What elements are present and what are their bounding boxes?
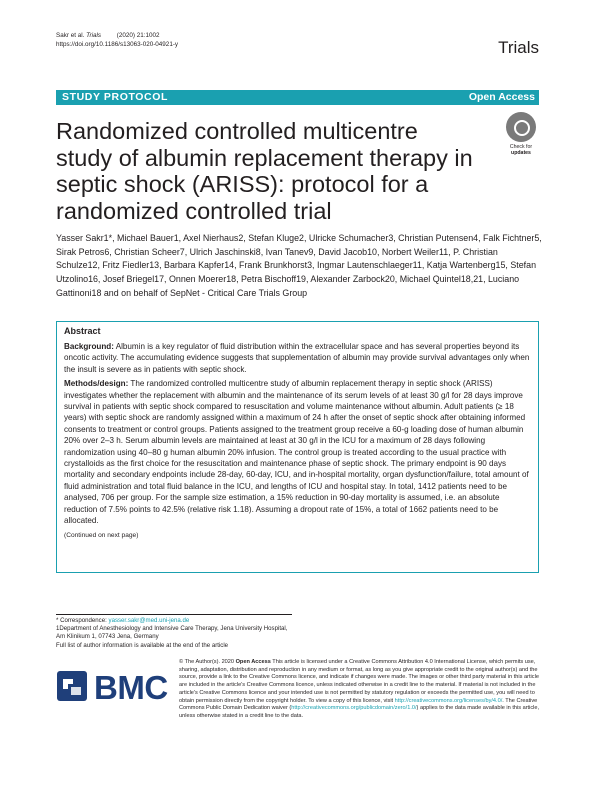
- abstract-background: [64, 341, 530, 375]
- cc-license-link[interactable]: http://creativecommons.org/licenses/by/4.0/: [394, 697, 503, 704]
- full-list-note: Full list of author information is available at the end of the article: [56, 641, 229, 649]
- continued-note: (Continued on next page): [64, 531, 139, 539]
- correspondence-email-link[interactable]: yasser.sakr@med.uni-jena.de: [108, 617, 190, 624]
- check-updates-label: Check for updates: [509, 144, 533, 156]
- author-list: Yasser Sakr1*, Michael Bauer1, Axel Nierhaus2, Stefan Kluge2, Ulricke Schumacher3, Christian Putensen4, Falk Fichtner5, Sirak Petros6, Christian Scheer7, Ulrich Jaschinski8, Ivan Tanev9, David Jacob10, Norbert Weiler11, P. Christian Schulze12, Fritz Fiedler13, Barbara Kapfer14, Frank Brunkhorst3, Ingmar Lautenschlaeger11, Katja Wartenberg15, Stefan Utzolino16, Josef Briegel17, Onnen Moerer18, Petra Bischoff19, Alexander Zarbock20, Michael Quintel18,21, Luciano Gattinoni18 and on behalf of SepNet - Critical Care Trials Group: [56, 233, 542, 298]
- open-access-bold: Open Access: [235, 659, 271, 665]
- article-type-label: STUDY PROTOCOL: [62, 91, 169, 103]
- methods-text: The randomized controlled multicentre study of albumin replacement therapy in septic shock (ARISS) investigates whether the replacement with albumin and the maintenance of its serum levels of at least 30 g/l for 28 days improve survival in patients with septic shock compared to resuscitation and volume maintenance without albumin. Adult patients (≥ 18 years) with septic shock are randomly assigned within a maximum of 24 h after the onset of septic shock after obtaining informed consents to treatment or control groups. Patients assigned to the treatment group receive a 60-g loading dose of human albumin 20% over 2–3 h. Serum albumin levels are maintained at least at 30 g/l in the ICU for a maximum of 28 days following randomization using 40–80 g human albumin 20% infusion. The control group is treated according to the usual practice with crystalloids as the first choice for the resuscitation and maintenance phase of septic shock. The primary endpoint is 90 days mortality and secondary endpoints include 28-day, 60-day, ICU, and in-hospital mortality, organ dysfunction/failure, total amount of fluid administration and total fluid balance in the ICU, and lengths of ICU and hospital stay. In total, 1412 patients need to be analysed, 706 per group. For the sample size estimation, a 15% reduction in 90-day mortality is assumed, i.e. an absolute reduction of 7.5% points to 42.5% (relative risk 1.18). Assuming a dropout rate of 15%, a total of 1662 patients need to be allocated.: [64, 379, 529, 526]
- affiliation-note: 1Department of Anesthesiology and Intensive Care Therapy, Jena University Hospital, Am Klinikum 1, 07743 Jena, Germany: [56, 625, 288, 641]
- citation-authors: Sakr et al.: [56, 32, 85, 39]
- bmc-logo: [56, 668, 176, 706]
- correspondence-line: * Correspondence: yasser.sakr@med.uni-jena.de: [56, 617, 190, 624]
- check-for-updates-badge[interactable]: [503, 112, 539, 156]
- doi-link[interactable]: https://doi.org/10.1186/s13063-020-04921-y: [56, 41, 179, 48]
- citation-line: [56, 32, 160, 40]
- bmc-wordmark: BMC: [94, 669, 168, 706]
- abstract-box: [56, 321, 539, 573]
- check-updates-icon: [506, 112, 536, 142]
- cc-zero-link[interactable]: http://creativecommons.org/publicdomain/zero/1.0/: [291, 705, 417, 712]
- article-title: Randomized controlled multicentre study of albumin replacement therapy in septic shock (ARISS): protocol for a randomized controlled trial: [56, 118, 473, 224]
- bmc-logo-icon: [56, 670, 88, 702]
- methods-label: Methods/design:: [64, 379, 129, 389]
- open-access-label: Open Access: [468, 91, 535, 103]
- background-label: Background:: [64, 342, 114, 351]
- background-text: Albumin is a key regulator of fluid distribution within the extracellular space and has several properties beyond its oncotic activity. The accumulating evidence suggests that supplementation of albumin may provide survival advantages only when the insult is severe as in patients with septic shock.: [64, 342, 530, 374]
- abstract-heading: Abstract: [64, 326, 101, 336]
- citation-journal: Trials: [86, 32, 102, 39]
- footnote-divider: [56, 614, 292, 615]
- license-text: © The Author(s). 2020 Open Access This article is licensed under a Creative Commons Attribution 4.0 International License, which permits use, sharing, adaptation, distribution and reproduction in any medium or format, as long as you give appropriate credit to the original author(s) and the source, provide a link to the Creative Commons licence, and indicate if changes were made. The images or other third party material in this article are included in the article's Creative Commons licence, unless indicated otherwise in a credit line to the material. If material is not included in the article's Creative Commons licence and your intended use is not permitted by statutory regulation or exceeds the permitted use, you will need to obtain permission directly from the copyright holder. To view a copy of this licence, visit http://creativecommons.org/licenses/by/4.0/. The Creative Commons Public Domain Dedication waiver (http://creativecommons.org/publicdomain/zero/1.0/) applies to the data made available in this article, unless otherwise stated in a credit line to the data.: [179, 659, 540, 719]
- journal-name: Trials: [498, 38, 539, 57]
- citation-year-volume: (2020) 21:1002: [116, 32, 160, 39]
- footnotes: [56, 617, 296, 650]
- abstract-methods: [64, 378, 530, 526]
- article-type-banner: [56, 90, 539, 105]
